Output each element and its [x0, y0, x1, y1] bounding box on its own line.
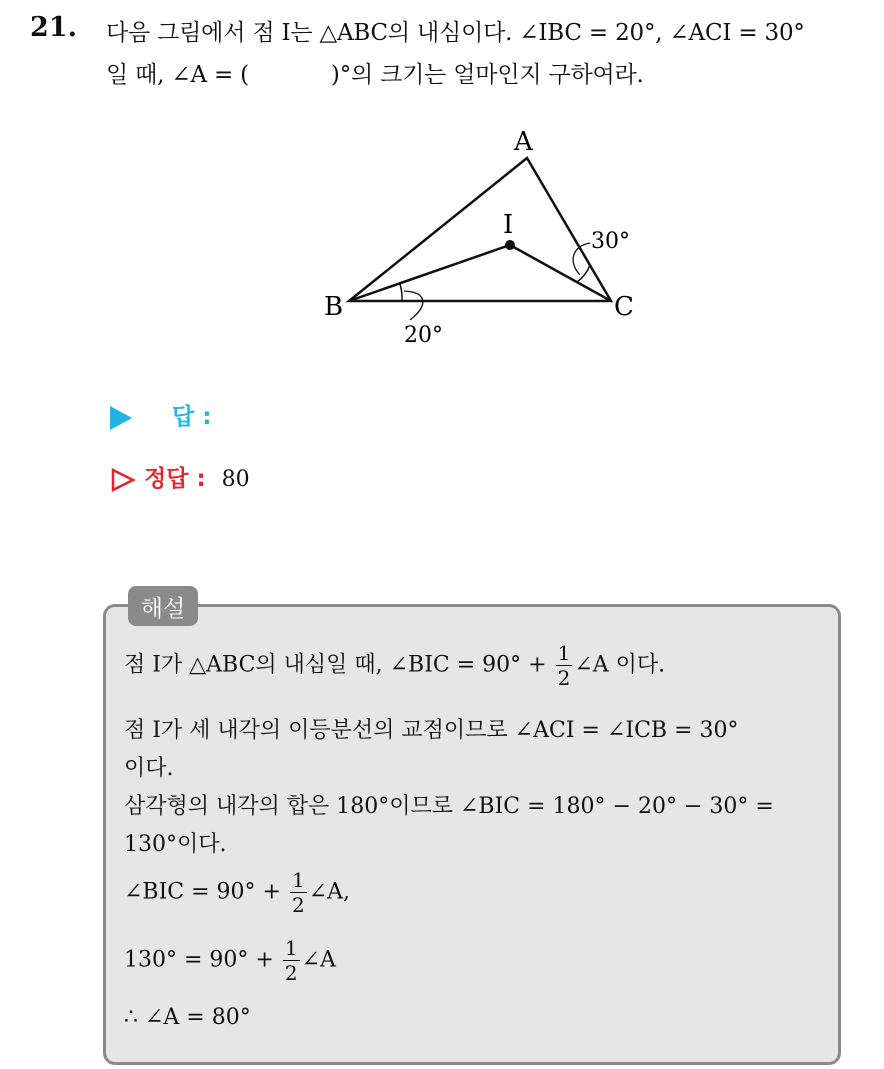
solution-line-4: 삼각형의 내각의 합은 180°이므로 ∠BIC = 180° − 20° − 30° =	[124, 794, 774, 819]
angle-pointer-b	[404, 291, 423, 320]
answer-row	[110, 398, 211, 431]
angle-c-label: 30°	[591, 229, 630, 254]
solution-line-2: 점 I가 세 내각의 이등분선의 교점이므로 ∠ACI = ∠ICB = 30°	[124, 718, 739, 743]
incenter-point	[505, 240, 515, 250]
question-number: 21.	[30, 12, 77, 43]
correct-answer-row	[110, 460, 250, 493]
bisector-bi	[349, 245, 510, 301]
correct-answer-value: 80	[221, 467, 250, 492]
solution-line-3: 이다.	[124, 756, 174, 781]
correct-answer-label: 정답 :	[144, 466, 206, 492]
angle-arc-b	[400, 284, 402, 301]
question-text-line2-start: 일 때, ∠A = (	[106, 62, 249, 88]
solution-line-7: 130° = 90° + $\frac{1}{2}$ ∠A	[124, 936, 336, 985]
solution-tab: 해설	[128, 586, 198, 626]
label-c: C	[614, 292, 634, 322]
triangle-figure	[0, 0, 884, 380]
question-text-line2-end: )°의 크기는 얼마인지 구하여라.	[330, 62, 644, 88]
fraction-half: $\frac{1}{2}$	[291, 868, 305, 917]
play-icon	[110, 406, 132, 430]
answer-label: 답 :	[172, 404, 212, 430]
label-i: I	[503, 210, 514, 240]
solution-line-5: 130°이다.	[124, 832, 227, 857]
angle-b-label: 20°	[404, 323, 443, 348]
label-b: B	[324, 292, 344, 322]
fraction-half: $\frac{1}{2}$	[284, 936, 298, 985]
solution-line-1: 점 I가 △ABC의 내심일 때, ∠BIC = 90° + $\frac{1}{2}$ ∠A 이다.	[124, 641, 666, 690]
solution-conclusion: ∴ ∠A = 80°	[124, 1005, 251, 1030]
label-a: A	[514, 127, 533, 157]
play-outline-icon	[110, 467, 136, 493]
solution-line-6: ∠BIC = 90° + $\frac{1}{2}$ ∠A,	[124, 868, 351, 917]
question-text-line1: 다음 그림에서 점 I는 △ABC의 내심이다. ∠IBC = 20°, ∠ACI = 30°	[106, 20, 805, 46]
fraction-half: $\frac{1}{2}$	[557, 641, 571, 690]
